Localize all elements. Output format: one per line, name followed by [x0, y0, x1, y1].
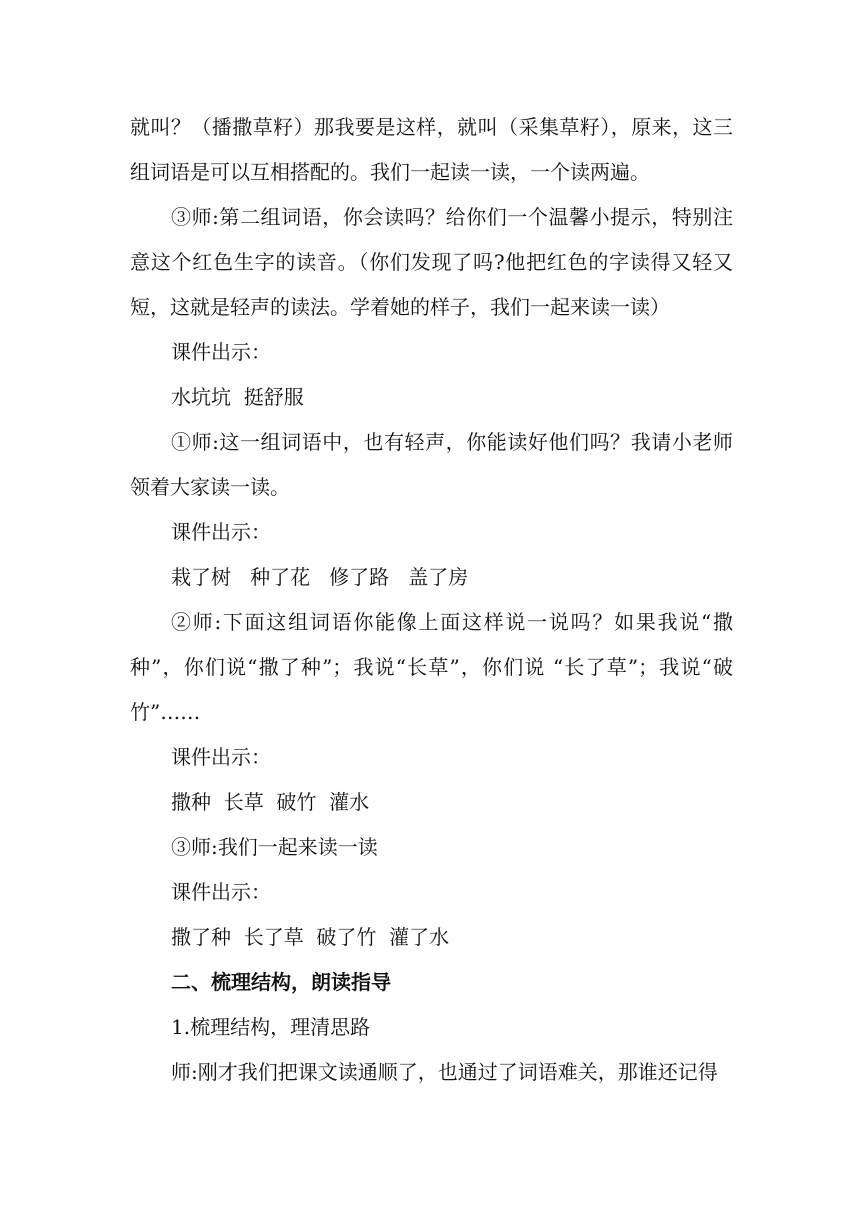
paragraph-5: ①师:这一组词语中，也有轻声，你能读好他们吗？我请小老师领着大家读一读。	[130, 430, 733, 499]
document-body	[130, 105, 733, 1095]
paragraph-12: 课件出示：	[171, 880, 271, 904]
paragraph-4: 水坑坑 挺舒服	[171, 385, 304, 409]
paragraph-7: 栽了树 种了花 修了路 盖了房	[171, 565, 469, 589]
paragraph-3: 课件出示：	[171, 340, 271, 364]
paragraph-10: 撒种 长草 破竹 灌水	[171, 790, 370, 814]
paragraph-16: 师:刚才我们把课文读通顺了，也通过了词语难关，那谁还记得	[171, 1060, 718, 1084]
paragraph-6: 课件出示：	[171, 520, 271, 544]
paragraph-1: 就叫？（播撒草籽）那我要是这样，就叫（采集草籽），原来，这三组词语是可以互相搭配的。我们一起读一读，一个读两遍。	[130, 115, 733, 184]
paragraph-2: ③师:第二组词语，你会读吗？给你们一个温馨小提示，特别注意这个红色生字的读音。（你们发现了吗?他把红色的字读得又轻又短，这就是轻声的读法。学着她的样子，我们一起来读一读）	[130, 205, 733, 319]
subsection-heading: 1.梳理结构，理清思路	[171, 1015, 371, 1039]
paragraph-11: ③师:我们一起来读一读	[171, 835, 378, 859]
paragraph-9: 课件出示：	[171, 745, 271, 769]
paragraph-13: 撒了种 长了草 破了竹 灌了水	[171, 925, 450, 949]
paragraph-8: ②师:下面这组词语你能像上面这样说一说吗？如果我说“撒种”，你们说“撒了种”；我说“长草”，你们说 “长了草”；我说“破竹”……	[130, 610, 733, 724]
section-heading: 二、梳理结构，朗读指导	[171, 970, 391, 994]
